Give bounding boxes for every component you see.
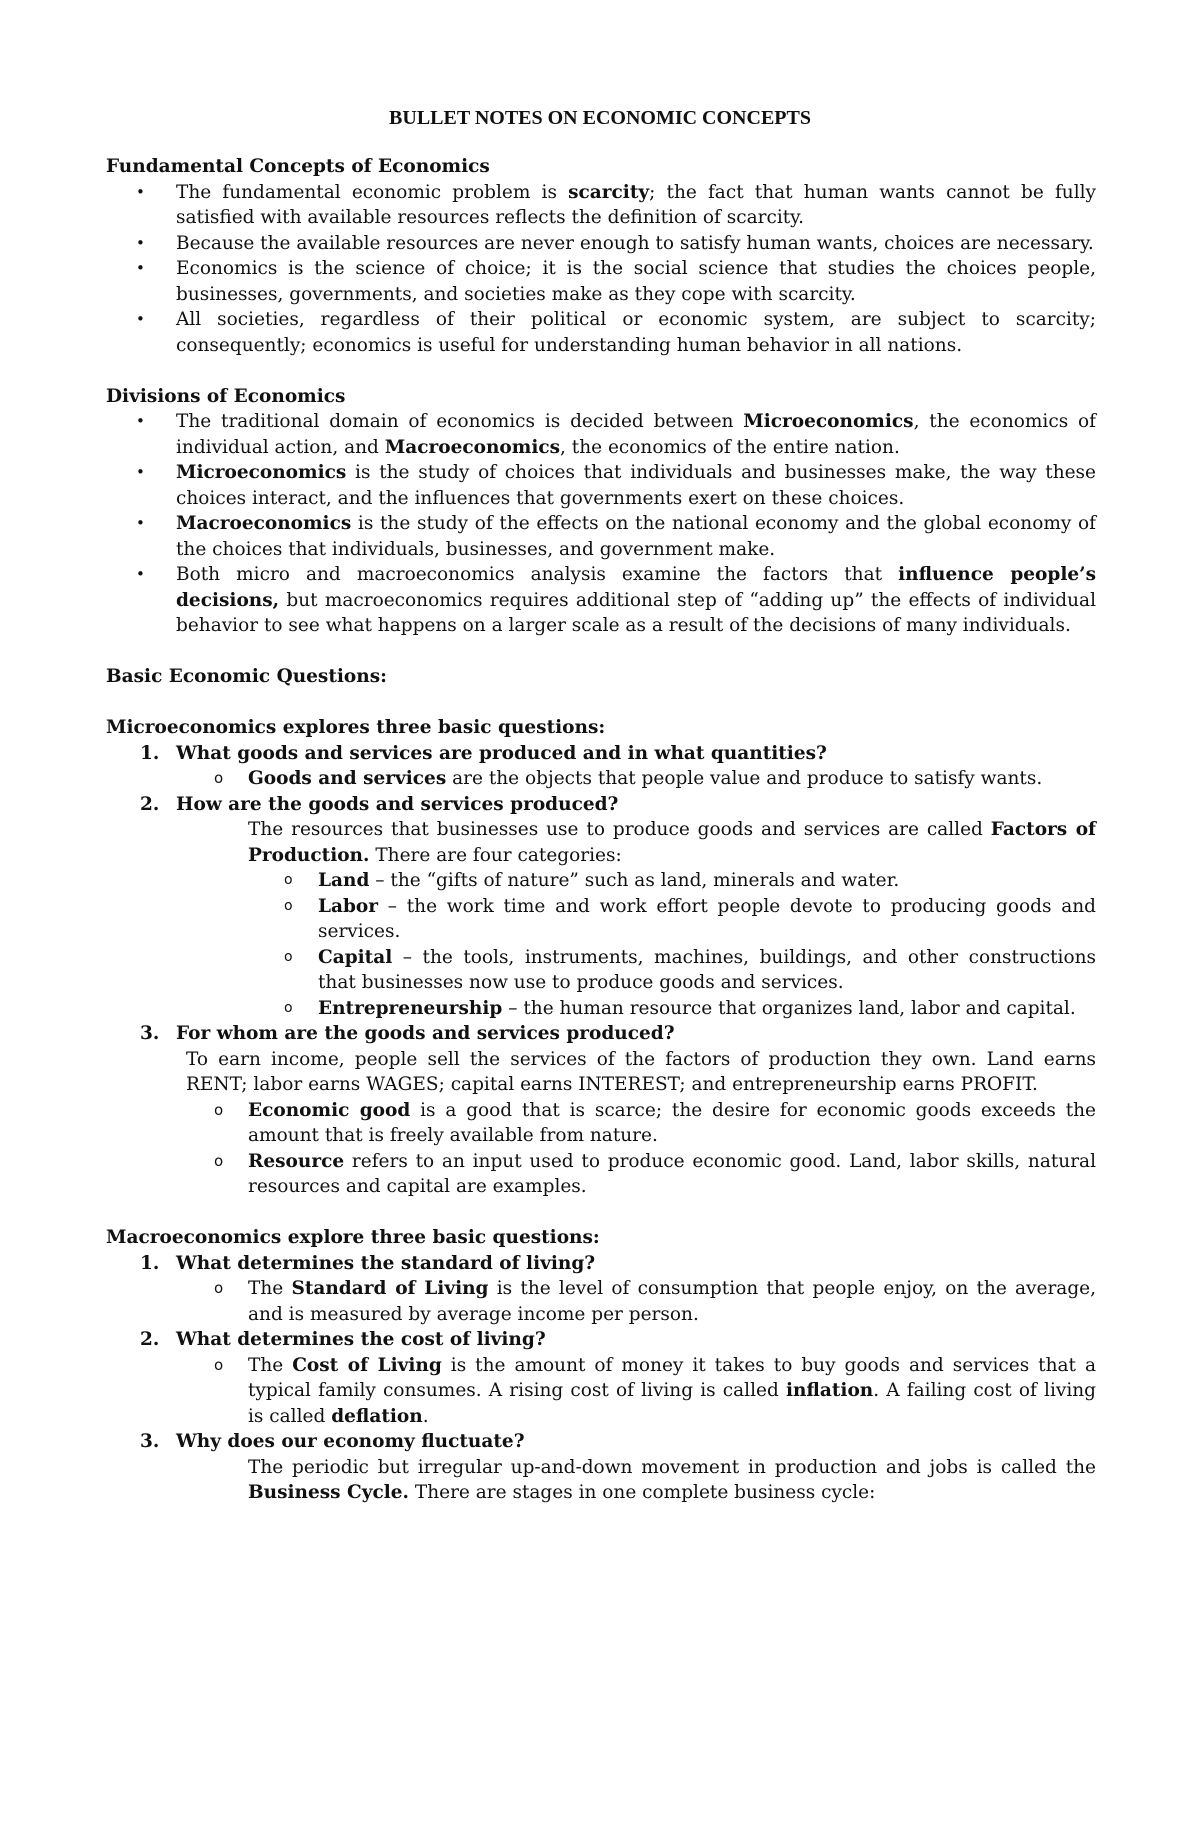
bullet-icon: • — [136, 259, 145, 277]
paragraph: To earn income, people sell the services of the factors of production they own. Land earns RENT; labor earns WAGES; capital earns INTEREST; and entrepreneurship earns PROFIT. — [186, 1048, 1096, 1095]
bullet-icon: • — [136, 310, 145, 328]
circle-bullet-icon: o — [214, 769, 224, 787]
circle-bullet-icon: o — [284, 999, 293, 1016]
numbered-question: 1. What determines the standard of living? — [140, 1252, 596, 1274]
numbered-question: 2. How are the goods and services produced? — [140, 793, 619, 815]
section-heading-basic-questions: Basic Economic Questions: — [106, 666, 387, 687]
bullet-icon: • — [136, 233, 145, 252]
sub-list-item: o The Cost of Living is the amount of money it takes to buy goods and services that a typical family consumes. A rising cost of living is called inflation. A failing cost of living is called deflation. — [214, 1354, 1096, 1427]
document-body — [106, 154, 1096, 1506]
circle-bullet-icon: o — [284, 948, 293, 965]
document-title: BULLET NOTES ON ECONOMIC CONCEPTS — [389, 107, 811, 129]
circle-bullet-icon: o — [284, 872, 293, 888]
numbered-question: 2. What determines the cost of living? — [140, 1329, 546, 1350]
section-heading-macro-questions: Macroeconomics explore three basic questions: — [106, 1227, 600, 1248]
list-item: • Economics is the science of choice; it is the social science that studies the choices people, businesses, governments, and societies make as they cope with scarcity. — [136, 258, 1096, 305]
numbered-question: 1. What goods and services are produced and in what quantities? — [140, 742, 827, 764]
circle-bullet-icon: o — [284, 897, 293, 914]
circle-bullet-icon: o — [214, 1151, 224, 1170]
list-item: • Macroeconomics is the study of the effects on the national economy and the global economy of the choices that individuals, businesses, and government make. — [136, 513, 1096, 560]
bullet-icon: • — [136, 514, 145, 532]
sub-list-item: o Labor – the work time and work effort people devote to producing goods and services. — [284, 895, 1096, 942]
bullet-icon: • — [136, 463, 145, 481]
list-item: • All societies, regardless of their political or economic system, are subject to scarcity; consequently; economics is useful for understanding human behavior in all nations. — [136, 309, 1096, 356]
sub-list-item: o Goods and services are the objects that people value and produce to satisfy wants. — [106, 766, 1096, 792]
list-item: • The traditional domain of economics is decided between Microeconomics, the economics of individual action, and Macroeconomics, the economics of the entire nation. — [136, 411, 1096, 458]
section-heading-fundamentals: Fundamental Concepts of Economics — [106, 156, 490, 177]
circle-bullet-icon: o — [214, 1279, 224, 1297]
list-item: • Microeconomics is the study of choices that individuals and businesses make, the way these choices interact, and the influences that governments exert on these choices. — [136, 462, 1096, 509]
sub-list-item: o Land – the “gifts of nature” such as land, minerals and water. — [106, 868, 1096, 894]
numbered-question: 3. For whom are the goods and services produced? — [140, 1023, 675, 1044]
sub-list-item: o Entrepreneurship – the human resource that organizes land, labor and capital. — [106, 996, 1096, 1022]
section-heading-micro-questions: Microeconomics explores three basic questions: — [106, 717, 606, 738]
numbered-question: 3. Why does our economy fluctuate? — [140, 1431, 525, 1452]
circle-bullet-icon: o — [214, 1355, 224, 1374]
sub-list-item: o Economic good is a good that is scarce; the desire for economic goods exceeds the amount that is freely available from nature. — [214, 1099, 1096, 1146]
paragraph: The resources that businesses use to produce goods and services are called Factors of Production. There are four categories: — [248, 819, 1096, 866]
list-item: • Both micro and macroeconomics analysis examine the factors that influence people’s decisions, but macroeconomics requires additional step of “adding up” the effects of individual behavior to see what happens on a larger scale as a result of the decisions of many individuals. — [136, 564, 1096, 636]
bullet-icon: • — [136, 412, 145, 430]
bullet-icon: • — [136, 565, 145, 583]
sub-list-item: o Capital – the tools, instruments, machines, buildings, and other constructions that businesses now use to produce goods and services. — [284, 946, 1096, 993]
bullet-icon: • — [136, 182, 145, 201]
section-heading-divisions: Divisions of Economics — [106, 385, 346, 407]
circle-bullet-icon: o — [214, 1100, 224, 1119]
list-item: • Because the available resources are never enough to satisfy human wants, choices are necessary. — [106, 231, 1096, 257]
sub-list-item: o Resource refers to an input used to produce economic good. Land, labor skills, natural resources and capital are examples. — [214, 1150, 1096, 1197]
sub-list-item: o The Standard of Living is the level of consumption that people enjoy, on the average, and is measured by average income per person. — [214, 1278, 1096, 1325]
paragraph: The periodic but irregular up-and-down movement in production and jobs is called the Business Cycle. There are stages in one complete business cycle: — [248, 1456, 1096, 1503]
list-item: • The fundamental economic problem is scarcity; the fact that human wants cannot be fully satisfied with available resources reflects the definition of scarcity. — [136, 181, 1097, 228]
